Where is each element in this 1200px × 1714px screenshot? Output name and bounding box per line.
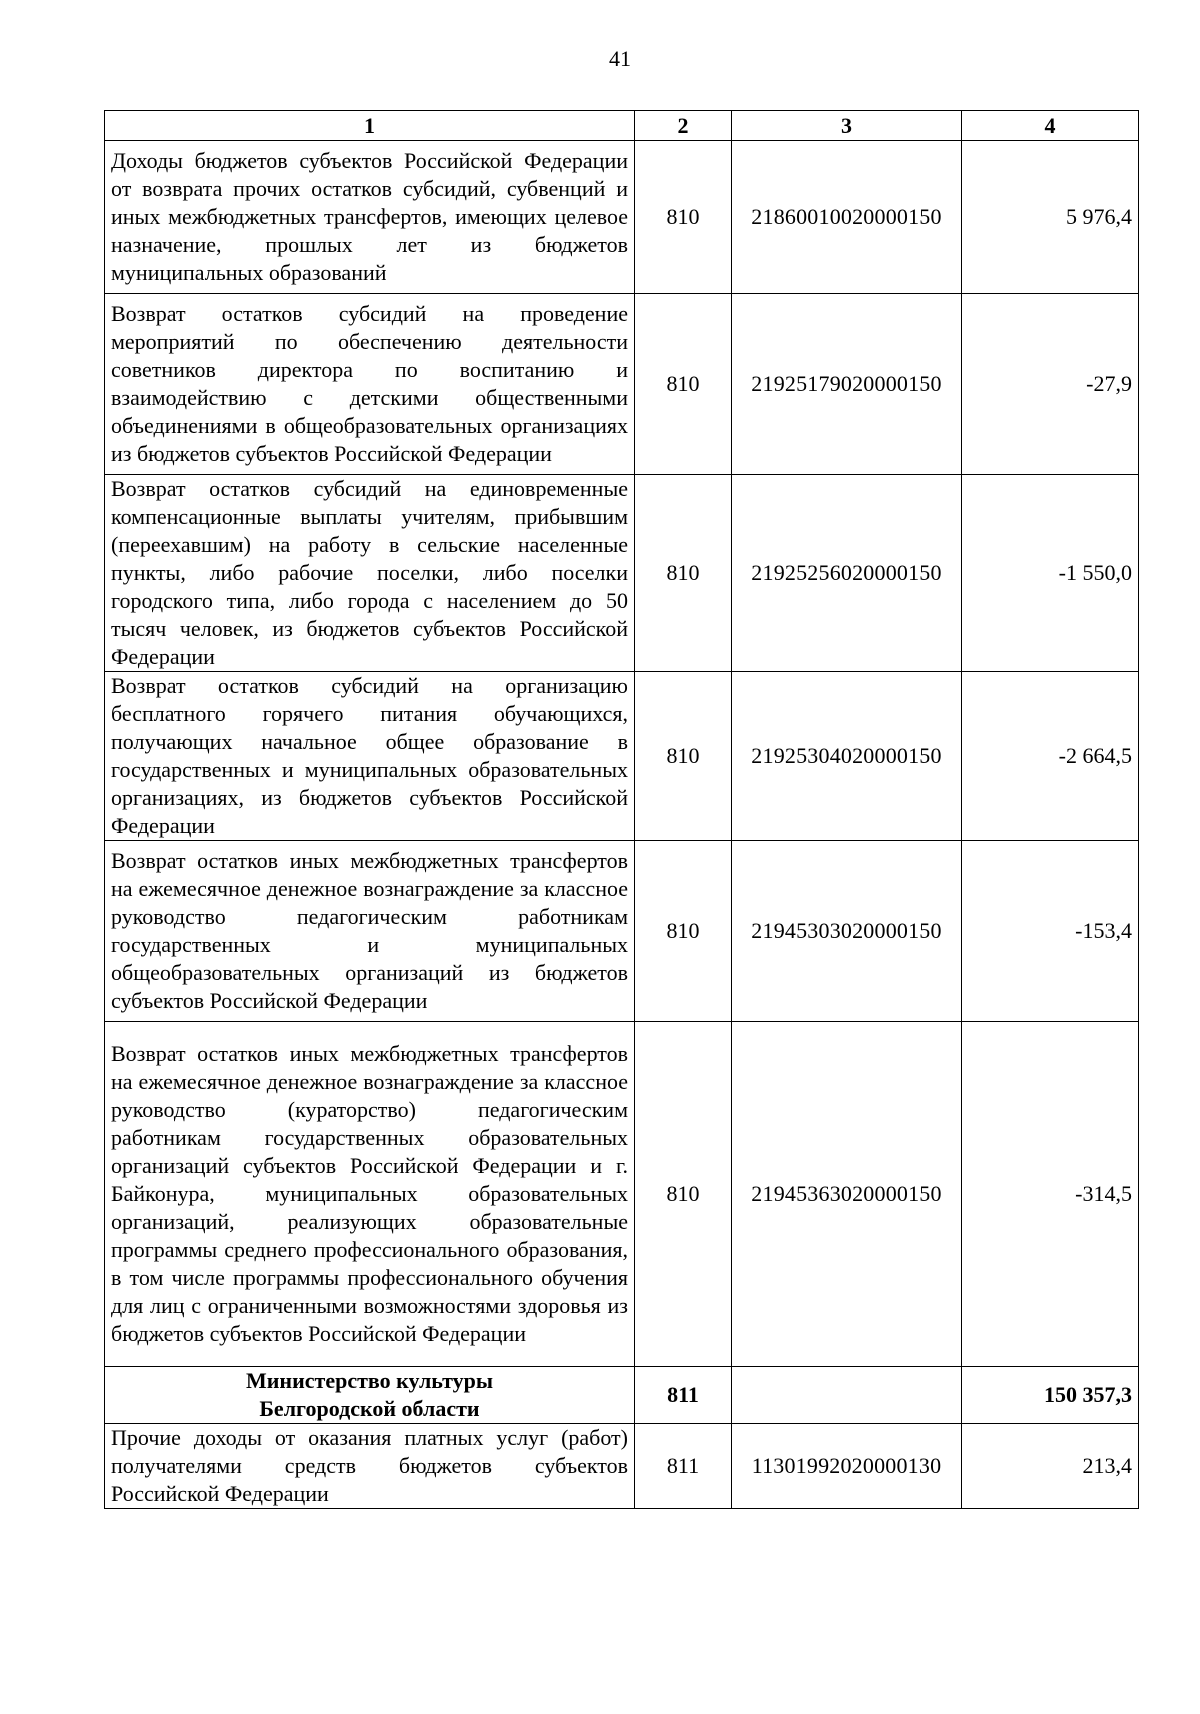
ministry-admin-code: 811 [635, 1367, 732, 1424]
row-description: Прочие доходы от оказания платных услуг (работ) получателями средств бюджетов субъектов Российской Федерации [105, 1424, 635, 1509]
row-kbk-code: 11301992020000130 [732, 1424, 962, 1509]
row-admin-code: 810 [635, 141, 732, 294]
ministry-name [105, 1367, 635, 1424]
ministry-name-line-1: Министерство культуры [245, 1368, 494, 1393]
header-col-2: 2 [635, 111, 732, 141]
table-row [105, 1022, 1139, 1367]
table-row [105, 1424, 1139, 1509]
page-number: 41 [609, 46, 631, 71]
ministry-row [105, 1367, 1139, 1424]
row-amount: -314,5 [962, 1022, 1139, 1367]
table-row [105, 294, 1139, 475]
header-col-4: 4 [962, 111, 1139, 141]
ministry-total-amount: 150 357,3 [962, 1367, 1139, 1424]
row-description: Доходы бюджетов субъектов Российской Федерации от возврата прочих остатков субсидий, субвенций и иных межбюджетных трансфертов, имеющих целевое назначение, прошлых лет из бюджетов муниципальных образований [105, 141, 635, 294]
row-amount: 5 976,4 [962, 141, 1139, 294]
row-kbk-code: 21925256020000150 [732, 475, 962, 672]
table-row [105, 841, 1139, 1022]
table-row [105, 141, 1139, 294]
row-admin-code: 810 [635, 294, 732, 475]
row-admin-code: 811 [635, 1424, 732, 1509]
row-kbk-code: 21860010020000150 [732, 141, 962, 294]
ministry-kbk-code [732, 1367, 962, 1424]
table-row [105, 672, 1139, 841]
row-amount: -153,4 [962, 841, 1139, 1022]
row-description: Возврат остатков субсидий на единовременные компенсационные выплаты учителям, прибывшим (переехавшим) на работу в сельские населенные пункты, либо рабочие поселки, либо поселки городского типа, либо города с населением до 50 тысяч человек, из бюджетов субъектов Российской Федерации [105, 475, 635, 672]
row-description: Возврат остатков субсидий на проведение мероприятий по обеспечению деятельности советников директора по воспитанию и взаимодействию с детскими общественными объединениями в общеобразовательных организациях из бюджетов субъектов Российской Федерации [105, 294, 635, 475]
budget-revenue-table [104, 110, 1139, 1509]
row-admin-code: 810 [635, 672, 732, 841]
row-admin-code: 810 [635, 1022, 732, 1367]
row-admin-code: 810 [635, 475, 732, 672]
row-amount: 213,4 [962, 1424, 1139, 1509]
row-kbk-code: 21925179020000150 [732, 294, 962, 475]
row-kbk-code: 21945303020000150 [732, 841, 962, 1022]
row-description: Возврат остатков субсидий на организацию бесплатного горячего питания обучающихся, получающих начальное общее образование в государственных и муниципальных образовательных организациях, из бюджетов субъектов Российской Федерации [105, 672, 635, 841]
row-kbk-code: 21925304020000150 [732, 672, 962, 841]
table-header-row [105, 111, 1139, 141]
table-row [105, 475, 1139, 672]
row-admin-code: 810 [635, 841, 732, 1022]
header-col-3: 3 [732, 111, 962, 141]
row-kbk-code: 21945363020000150 [732, 1022, 962, 1367]
row-amount: -2 664,5 [962, 672, 1139, 841]
row-description: Возврат остатков иных межбюджетных трансфертов на ежемесячное денежное вознаграждение за классное руководство педагогическим работникам государственных и муниципальных общеобразовательных организаций из бюджетов субъектов Российской Федерации [105, 841, 635, 1022]
header-col-1: 1 [105, 111, 635, 141]
row-description: Возврат остатков иных межбюджетных трансфертов на ежемесячное денежное вознаграждение за классное руководство (кураторство) педагогическим работникам государственных образовательных организаций субъектов Российской Федерации и г. Байконура, муниципальных образовательных организаций, реализующих образовательные программы среднего профессионального образования, в том числе программы профессионального обучения для лиц с ограниченными возможностями здоровья из бюджетов субъектов Российской Федерации [105, 1022, 635, 1367]
ministry-name-line-2: Белгородской области [259, 1396, 480, 1421]
row-amount: -27,9 [962, 294, 1139, 475]
row-amount: -1 550,0 [962, 475, 1139, 672]
